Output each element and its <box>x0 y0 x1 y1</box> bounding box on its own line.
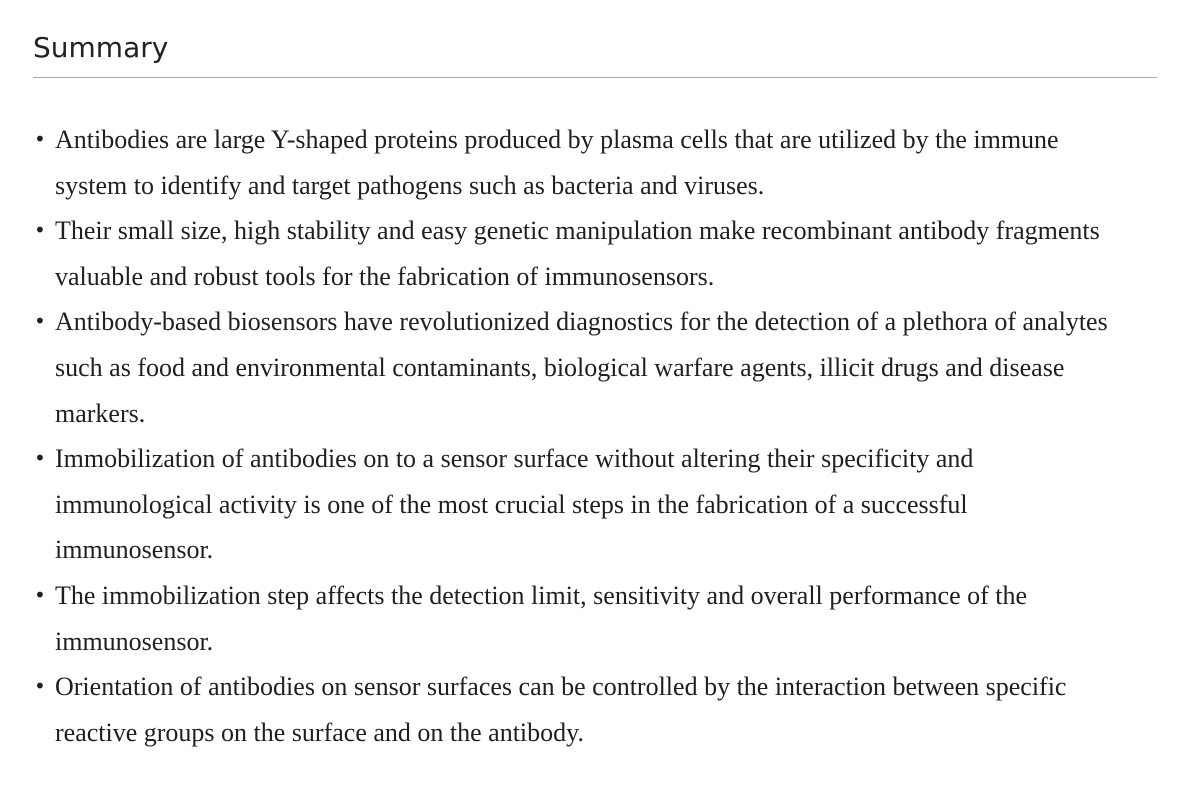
section-heading: Summary <box>33 28 1157 78</box>
bullet-icon: • <box>34 218 46 243</box>
list-item <box>34 299 1124 436</box>
list-item-text: Orientation of antibodies on sensor surfaces can be controlled by the interaction between specific reactive groups on the surface and on the antibody. <box>55 672 1067 747</box>
bullet-icon: • <box>34 309 46 334</box>
list-item <box>34 117 1124 208</box>
bullet-icon: • <box>34 582 46 607</box>
list-item-text: Immobilization of antibodies on to a sensor surface without altering their specificity and immunological activity is one of the most crucial steps in the fabrication of a successful immunosensor. <box>55 444 974 565</box>
list-item <box>34 436 1124 573</box>
list-item-text: Antibodies are large Y-shaped proteins produced by plasma cells that are utilized by the immune system to identify and target pathogens such as bacteria and viruses. <box>55 125 1059 200</box>
list-item <box>34 208 1124 299</box>
list-item-text: The immobilization step affects the detection limit, sensitivity and overall performance of the immunosensor. <box>55 580 1028 656</box>
list-item-text: Antibody-based biosensors have revolutionized diagnostics for the detection of a plethora of analytes such as food and environmental contaminants, biological warfare agents, illicit drugs and disease markers. <box>55 307 1108 428</box>
bullet-icon: • <box>34 127 46 151</box>
bullet-icon: • <box>34 446 46 471</box>
list-item <box>34 664 1124 755</box>
bullet-icon: • <box>34 674 46 699</box>
list-item <box>34 573 1124 664</box>
list-item-text: Their small size, high stability and easy genetic manipulation make recombinant antibody fragments valuable and robust tools for the fabrication of immunosensors. <box>55 216 1100 291</box>
summary-section <box>33 28 1157 78</box>
summary-list <box>34 117 1124 755</box>
